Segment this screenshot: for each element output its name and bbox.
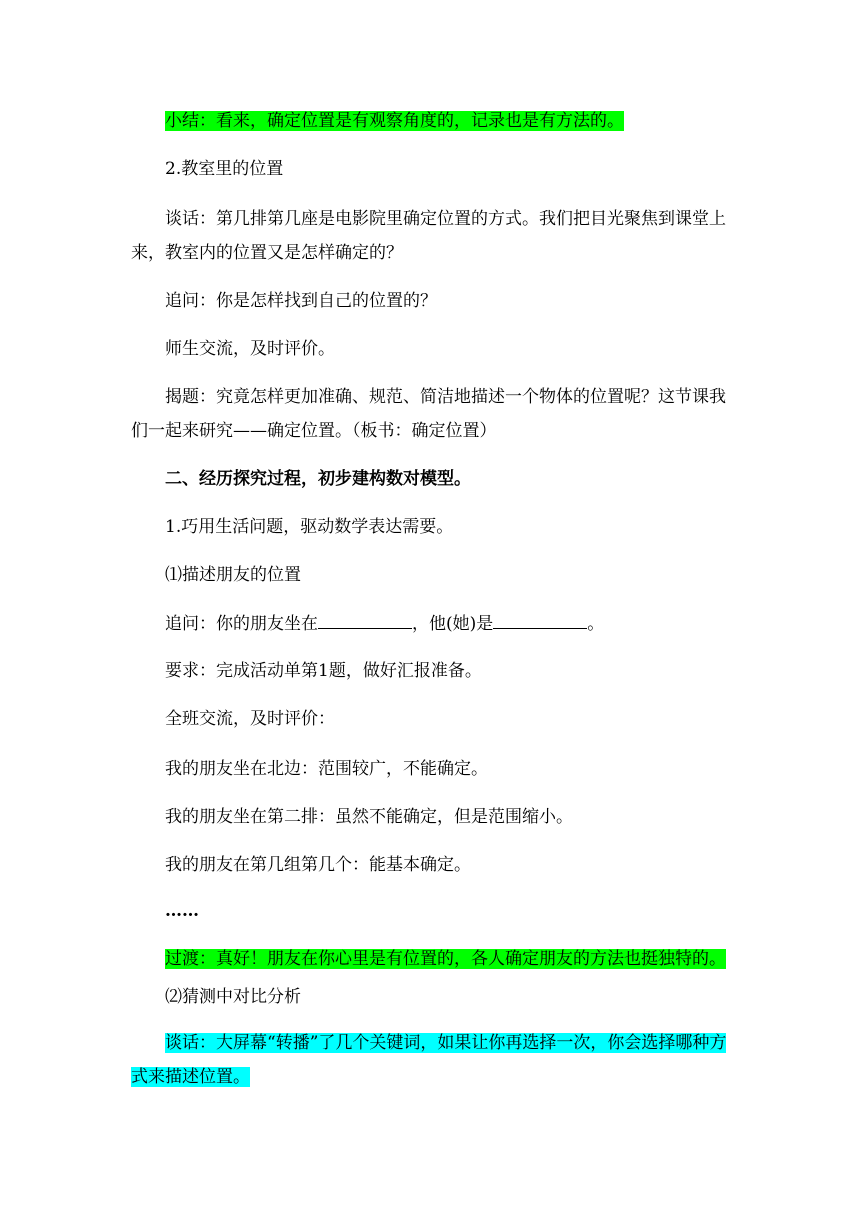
requirement-paragraph: 要求：完成活动单第1题，做好汇报准备。 <box>165 661 482 681</box>
answer-paragraph-row: 我的朋友坐在第二排：虽然不能确定，但是范围缩小。 <box>165 807 573 827</box>
transition-paragraph <box>131 948 733 970</box>
talk-paragraph: 谈话：第几排第几座是电影院里确定位置的方式。我们把目光聚焦到课堂上来，教室内的位置又是怎样确定的？ <box>131 209 726 263</box>
exchange-paragraph: 师生交流，及时评价。 <box>165 339 335 359</box>
class-exchange-paragraph: 全班交流，及时评价： <box>165 709 335 729</box>
summary-highlight: 小结：看来，确定位置是有观察角度的，记录也是有方法的。 <box>165 111 624 131</box>
item-heading: 1.巧用生活问题，驱动数学表达需要。 <box>165 517 454 537</box>
subitem-heading-describe: ⑴描述朋友的位置 <box>165 565 301 585</box>
answer-paragraph-north: 我的朋友坐在北边：范围较广，不能确定。 <box>165 759 488 779</box>
transition-highlight: 过渡：真好！朋友在你心里是有位置的，各人确定朋友的方法也挺独特的。 <box>165 949 726 969</box>
ellipsis-text: …… <box>165 901 199 921</box>
answer-paragraph-group: 我的朋友在第几组第几个：能基本确定。 <box>165 855 471 875</box>
section-heading-explore: 二、经历探究过程，初步建构数对模型。 <box>165 469 471 489</box>
reveal-paragraph: 揭题：究竟怎样更加准确、规范、简洁地描述一个物体的位置呢？这节课我们一起来研究——确定位置。（板书：确定位置） <box>131 387 726 441</box>
followup-paragraph: 追问：你是怎样找到自己的位置的？ <box>165 291 437 311</box>
followup-text-a: 追问：你的朋友坐在 <box>165 614 318 634</box>
section-heading-classroom: 2.教室里的位置 <box>165 159 284 179</box>
talk2-paragraph <box>131 1026 733 1094</box>
talk2-highlight: 谈话：大屏幕“转播”了几个关键词，如果让你再选择一次，你会选择哪种方式来描述位置。 <box>131 1033 727 1087</box>
summary-paragraph <box>131 110 733 132</box>
followup-text-b: ，他(她)是 <box>412 614 494 634</box>
fill-blank-line <box>493 612 587 629</box>
followup-text-c: 。 <box>587 614 605 634</box>
subitem-heading-guess: ⑵猜测中对比分析 <box>165 987 301 1007</box>
followup-blank-paragraph <box>131 612 733 635</box>
fill-blank-line <box>318 612 412 629</box>
